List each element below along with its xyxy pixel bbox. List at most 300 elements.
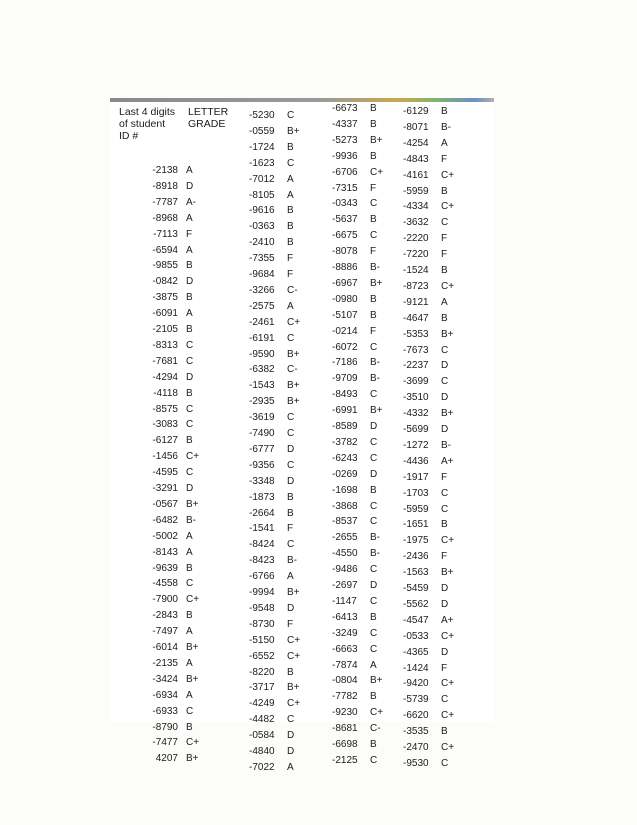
student-id-digits: -3348 (249, 475, 275, 487)
student-id-digits: -9709 (332, 373, 358, 385)
letter-grade: F (370, 182, 377, 194)
grade-row (249, 108, 313, 123)
student-id-digits: -3619 (249, 412, 275, 424)
student-id-digits: -0567 (152, 498, 178, 510)
grade-row (249, 601, 313, 616)
grade-row (148, 243, 212, 258)
letter-grade: A (441, 296, 448, 308)
grade-row (249, 680, 313, 695)
letter-grade: D (287, 443, 295, 455)
letter-grade: D (287, 602, 295, 614)
student-id-digits: -4840 (249, 746, 275, 757)
letter-grade: B- (287, 555, 297, 567)
letter-grade: B (370, 739, 377, 750)
letter-grade: A (186, 657, 193, 669)
letter-grade: C (370, 754, 378, 766)
letter-grade: D (186, 180, 194, 192)
letter-grade: A (186, 530, 193, 542)
grade-row (332, 530, 396, 545)
student-id-digits: -3083 (152, 419, 178, 431)
letter-grade: D (370, 468, 378, 480)
student-id-digits: -5459 (403, 583, 429, 594)
grade-row (403, 549, 467, 564)
student-id-digits: -4482 (249, 714, 275, 726)
grade-row (332, 546, 396, 561)
student-id-digits: -4436 (403, 455, 429, 467)
student-id-digits: -5739 (403, 694, 429, 706)
grade-row (403, 613, 467, 628)
student-id-digits: -6934 (152, 689, 178, 701)
grade-row (249, 760, 313, 775)
letter-grade: A (186, 308, 193, 320)
grade-row (249, 617, 313, 632)
student-id-digits: -8681 (332, 723, 358, 735)
letter-grade: B+ (287, 125, 300, 137)
grade-row (249, 283, 313, 298)
letter-grade: B+ (186, 642, 199, 653)
grade-row (148, 720, 212, 735)
student-id-digits: -9420 (403, 678, 429, 690)
letter-grade: C (441, 757, 449, 769)
letter-grade: C (370, 564, 378, 576)
grade-row (249, 665, 313, 680)
grade-row (403, 263, 467, 278)
grade-row (403, 215, 467, 230)
student-id-digits: -7900 (152, 594, 178, 606)
grade-row (403, 502, 467, 517)
grade-row (148, 386, 212, 401)
letter-grade: B (370, 691, 377, 703)
grade-row (403, 136, 467, 151)
letter-grade: C (370, 627, 378, 639)
letter-grade: B+ (186, 673, 199, 685)
letter-grade: A (186, 546, 193, 558)
letter-grade: C (370, 452, 378, 464)
letter-grade: C+ (441, 742, 455, 753)
grade-row (332, 149, 396, 164)
student-id-digits: -8575 (152, 403, 178, 415)
student-id-digits: -6413 (332, 611, 358, 623)
student-id-digits: -0269 (332, 468, 358, 480)
letter-grade: B (287, 141, 294, 153)
letter-grade: A (186, 165, 193, 176)
letter-grade: B (370, 214, 377, 226)
grade-row (332, 101, 396, 116)
grade-row (249, 585, 313, 600)
student-id-digits: -5637 (332, 214, 358, 226)
grade-row (249, 490, 313, 505)
grade-row (403, 438, 467, 453)
student-id-digits: -2436 (403, 551, 429, 563)
grade-row (332, 387, 396, 402)
letter-grade: B (441, 519, 448, 531)
grade-row (332, 562, 396, 577)
student-id-digits: -7477 (152, 737, 178, 749)
grade-row (403, 120, 467, 135)
letter-grade: B (370, 150, 377, 162)
student-id-digits: -8589 (332, 421, 358, 432)
student-id-digits: -0214 (332, 325, 358, 337)
grade-row (332, 689, 396, 704)
letter-grade: C+ (441, 630, 455, 642)
student-id-digits: -1917 (403, 471, 429, 483)
student-id-digits: -3249 (332, 627, 358, 639)
id-column-header (119, 106, 189, 142)
student-id-digits: -1724 (249, 141, 275, 153)
letter-grade: F (287, 523, 294, 535)
letter-grade: C (370, 436, 378, 448)
student-id-digits: -0980 (332, 293, 358, 305)
student-id-digits: -1543 (249, 380, 275, 392)
student-id-digits: -9936 (332, 150, 358, 162)
letter-grade: B+ (370, 134, 383, 146)
student-id-digits: -6594 (152, 244, 178, 256)
grade-row (403, 279, 467, 294)
letter-grade: C+ (186, 451, 200, 463)
letter-grade: A+ (441, 614, 454, 626)
student-id-digits: -3266 (249, 284, 275, 296)
letter-grade: C+ (287, 316, 301, 328)
letter-grade: C (287, 110, 295, 121)
letter-grade: A (287, 173, 294, 185)
letter-grade: C (287, 539, 295, 551)
grade-row (332, 133, 396, 148)
grade-row (403, 358, 467, 373)
letter-grade: B (186, 562, 193, 574)
letter-grade: C+ (441, 201, 455, 213)
student-id-digits: -0804 (332, 675, 358, 687)
grade-row (332, 753, 396, 768)
grade-row (148, 688, 212, 703)
student-id-digits: -9548 (249, 602, 275, 614)
student-id-digits: -1651 (403, 519, 429, 531)
grade-row (332, 308, 396, 323)
grade-row (332, 181, 396, 196)
student-id-digits: -3782 (332, 436, 358, 448)
student-id-digits: -4365 (403, 646, 429, 658)
grade-row (249, 362, 313, 377)
grade-row (148, 672, 212, 687)
grade-row (332, 721, 396, 736)
grade-row (249, 553, 313, 568)
letter-grade: B+ (370, 405, 383, 417)
letter-grade: C (186, 355, 194, 367)
student-id-digits: -1703 (403, 487, 429, 499)
letter-grade: C (441, 487, 449, 499)
grade-row (332, 212, 396, 227)
letter-grade: C (186, 705, 194, 717)
student-id-digits: -6620 (403, 710, 429, 722)
student-id-digits: -6967 (332, 277, 358, 289)
student-id-digits: -5107 (332, 309, 358, 321)
letter-grade: B (287, 666, 294, 678)
student-id-digits: -2935 (249, 396, 275, 408)
student-id-digits: -9616 (249, 205, 275, 217)
grade-row (332, 499, 396, 514)
letter-grade: B+ (441, 408, 454, 420)
student-id-digits: -3717 (249, 682, 275, 694)
student-id-digits: -6014 (152, 642, 178, 653)
student-id-digits: -8790 (152, 721, 178, 733)
grade-row (148, 417, 212, 432)
student-id-digits: -6129 (403, 106, 429, 117)
student-id-digits: 4207 (155, 753, 178, 765)
student-id-digits: -7186 (332, 357, 358, 369)
letter-grade: B- (370, 262, 380, 273)
student-id-digits: -6072 (332, 341, 358, 353)
student-id-digits: -1424 (403, 662, 429, 674)
grade-row (148, 513, 212, 528)
student-id-digits: -6673 (332, 103, 358, 114)
grade-row (403, 692, 467, 707)
grade-row (148, 179, 212, 194)
student-id-digits: -2470 (403, 742, 429, 753)
grade-row (403, 740, 467, 755)
grade-row (249, 251, 313, 266)
letter-grade: B (186, 292, 193, 304)
grade-row (148, 481, 212, 496)
grade-row (332, 626, 396, 641)
grade-row (249, 728, 313, 743)
letter-grade: C+ (186, 594, 200, 606)
grade-row (332, 355, 396, 370)
letter-grade: B (186, 324, 193, 335)
grade-row (249, 394, 313, 409)
letter-grade: C (287, 412, 295, 424)
letter-grade: A (186, 212, 193, 224)
letter-grade: C (186, 578, 194, 590)
grade-row (332, 244, 396, 259)
student-id-digits: -7022 (249, 761, 275, 773)
student-id-digits: -6933 (152, 705, 178, 717)
grade-row (148, 258, 212, 273)
student-id-digits: -2461 (249, 316, 275, 328)
letter-grade: B (370, 309, 377, 321)
letter-grade: A (287, 761, 294, 773)
student-id-digits: -6243 (332, 452, 358, 464)
grade-row (249, 506, 313, 521)
student-id-digits: -3510 (403, 392, 429, 404)
letter-grade: D (287, 746, 295, 757)
student-id-digits: -1272 (403, 439, 429, 451)
letter-grade: C (186, 419, 194, 431)
grade-row (148, 592, 212, 607)
grade-row (249, 696, 313, 711)
letter-grade: B+ (441, 328, 454, 340)
letter-grade: D (287, 475, 295, 487)
grade-row (249, 712, 313, 727)
student-id-digits: -9121 (403, 296, 429, 308)
student-id-digits: -1975 (403, 535, 429, 547)
grade-row (249, 188, 313, 203)
student-id-digits: -3699 (403, 376, 429, 388)
grade-row (148, 497, 212, 512)
student-id-digits: -7681 (152, 355, 178, 367)
student-id-digits: -6766 (249, 571, 275, 583)
student-id-digits: -5150 (249, 634, 275, 646)
letter-grade: C (370, 643, 378, 655)
grade-row (148, 465, 212, 480)
student-id-digits: -4294 (152, 371, 178, 383)
grade-row (148, 354, 212, 369)
student-id-digits: -4547 (403, 614, 429, 626)
grade-row (249, 219, 313, 234)
letter-grade: B (441, 312, 448, 324)
grade-row (148, 338, 212, 353)
student-id-digits: -8886 (332, 262, 358, 273)
student-id-digits: -9994 (249, 587, 275, 598)
student-id-digits: -5959 (403, 503, 429, 515)
student-id-digits: -8918 (152, 180, 178, 192)
student-id-digits: -7874 (332, 659, 358, 671)
grade-row (148, 545, 212, 560)
grade-row (249, 649, 313, 664)
student-id-digits: -7012 (249, 173, 275, 185)
grade-row (148, 322, 212, 337)
grade-row (148, 227, 212, 242)
letter-grade: B (186, 610, 193, 622)
letter-grade: B- (441, 439, 451, 451)
student-id-digits: -4249 (249, 698, 275, 710)
student-id-digits: -0363 (249, 221, 275, 233)
grade-header-line: GRADE (188, 118, 226, 130)
student-id-digits: -9530 (403, 757, 429, 769)
letter-grade: C- (287, 284, 298, 296)
student-id-digits: -7490 (249, 428, 275, 439)
student-id-digits: -4332 (403, 408, 429, 420)
letter-grade: C+ (441, 169, 455, 181)
student-id-digits: -1563 (403, 567, 429, 579)
grade-row (148, 640, 212, 655)
grade-row (332, 117, 396, 132)
student-id-digits: -6706 (332, 166, 358, 178)
letter-grade: C (287, 714, 295, 726)
student-id-digits: -2664 (249, 507, 275, 519)
grade-row (249, 378, 313, 393)
grade-row (332, 165, 396, 180)
letter-grade: B+ (287, 587, 300, 598)
grade-row (403, 470, 467, 485)
student-id-digits: -5230 (249, 110, 275, 121)
student-id-digits: -4118 (153, 387, 178, 399)
student-id-digits: -6698 (332, 739, 358, 750)
letter-grade: B+ (287, 396, 300, 408)
letter-grade: B (370, 103, 377, 114)
letter-grade: C+ (287, 650, 301, 662)
grade-row (403, 247, 467, 262)
grade-row (403, 533, 467, 548)
grade-row (403, 565, 467, 580)
letter-grade: C (441, 376, 449, 388)
grade-row (332, 371, 396, 386)
letter-grade: B- (441, 121, 451, 133)
letter-grade: B+ (370, 675, 383, 687)
letter-grade: B+ (287, 380, 300, 392)
grade-row (249, 156, 313, 171)
letter-grade: C+ (370, 707, 384, 719)
letter-grade: B (186, 721, 193, 733)
student-id-digits: -4161 (403, 169, 429, 181)
grade-row (332, 228, 396, 243)
letter-grade: A (287, 189, 294, 201)
letter-grade: A (287, 300, 294, 312)
student-id-digits: -7355 (249, 253, 275, 265)
grade-row (332, 451, 396, 466)
letter-grade: D (186, 483, 194, 494)
student-id-digits: -7113 (153, 228, 178, 240)
student-id-digits: -6482 (152, 514, 178, 526)
letter-grade: B- (370, 532, 380, 544)
grade-row (332, 403, 396, 418)
grade-row (148, 529, 212, 544)
grade-row (249, 474, 313, 489)
student-id-digits: -4647 (403, 312, 429, 324)
student-id-digits: -1524 (403, 265, 429, 276)
student-id-digits: -2575 (249, 300, 275, 312)
letter-grade: C+ (186, 737, 200, 749)
grade-row (403, 199, 467, 214)
grade-row (332, 705, 396, 720)
grade-row (403, 454, 467, 469)
letter-grade: F (287, 253, 294, 265)
grade-row (148, 751, 212, 766)
grade-row (403, 676, 467, 691)
letter-grade: B (287, 205, 294, 217)
student-id-digits: -8424 (249, 539, 275, 551)
letter-grade: B+ (186, 498, 199, 510)
grade-row (332, 658, 396, 673)
letter-grade: F (441, 551, 448, 563)
grade-row (403, 295, 467, 310)
grade-row (403, 152, 467, 167)
grade-row (332, 594, 396, 609)
letter-grade: D (441, 598, 449, 610)
grade-row (332, 324, 396, 339)
grade-row (403, 581, 467, 596)
letter-grade: C (441, 217, 449, 229)
letter-grade: B (287, 507, 294, 519)
student-id-digits: -6091 (152, 308, 178, 320)
student-id-digits: -2655 (332, 532, 358, 544)
letter-grade: D (441, 360, 449, 372)
grade-row (332, 737, 396, 752)
grade-row (148, 449, 212, 464)
letter-grade: A (287, 571, 294, 583)
grade-row (332, 578, 396, 593)
student-id-digits: -4843 (403, 153, 429, 165)
student-id-digits: -9639 (152, 562, 178, 574)
student-id-digits: -3535 (403, 726, 429, 738)
letter-grade: D (287, 730, 295, 742)
letter-grade: C (441, 344, 449, 356)
grade-row (403, 406, 467, 421)
grade-row (249, 410, 313, 425)
letter-grade: B (370, 118, 377, 130)
student-id-digits: -5002 (152, 530, 178, 542)
letter-grade: C- (370, 723, 381, 735)
letter-grade: B+ (287, 348, 300, 360)
student-id-digits: -3875 (152, 292, 178, 304)
letter-grade: D (441, 424, 449, 435)
grade-row (148, 656, 212, 671)
grade-row (403, 231, 467, 246)
student-id-digits: -6127 (152, 435, 178, 447)
student-id-digits: -7220 (403, 249, 429, 261)
letter-grade: C- (287, 364, 298, 376)
grade-row (403, 517, 467, 532)
letter-grade: F (441, 471, 448, 483)
letter-grade: B+ (441, 567, 454, 579)
